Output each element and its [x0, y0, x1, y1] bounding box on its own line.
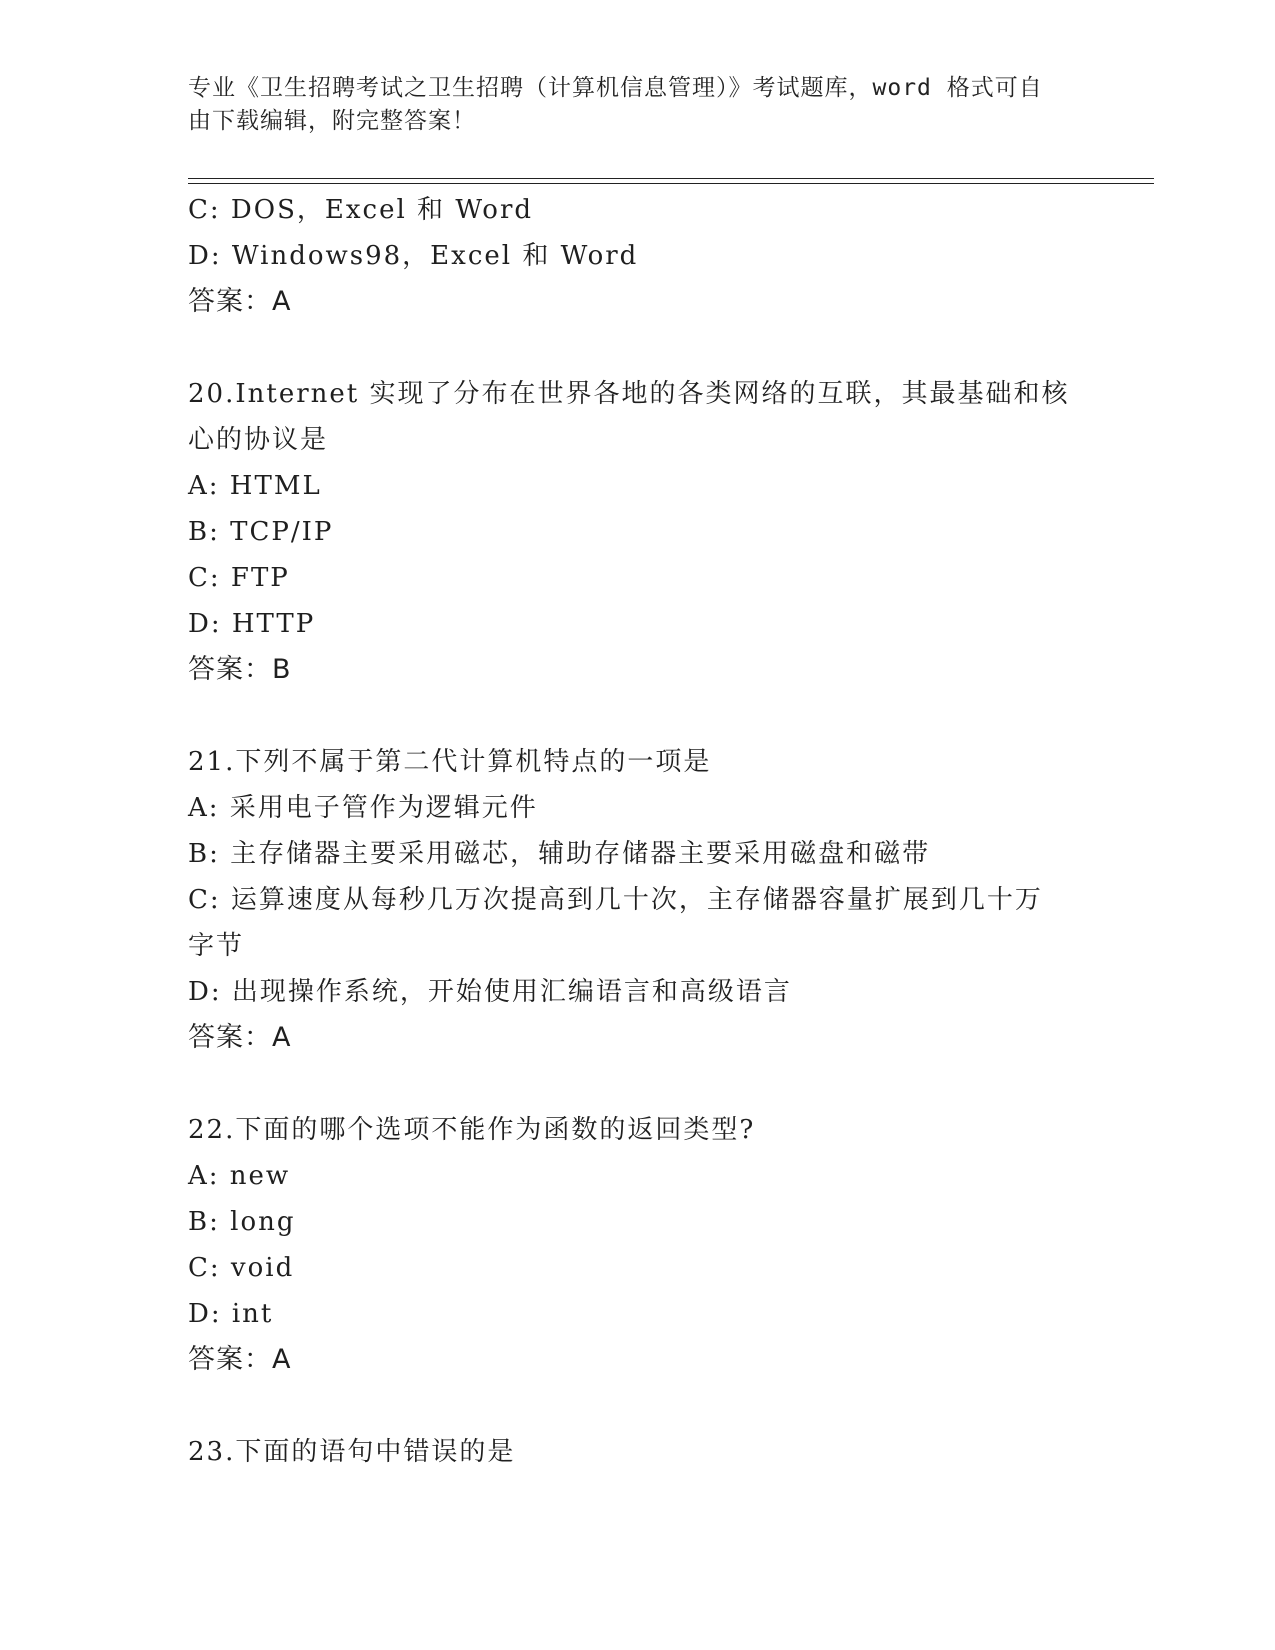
option-a: A: new	[188, 1161, 291, 1191]
answer-line: 答案：A	[188, 1022, 292, 1053]
question-stem: 21.下列不属于第二代计算机特点的一项是	[188, 747, 712, 777]
question-19-continued	[188, 187, 1088, 325]
question-23	[188, 1429, 1088, 1475]
option-a: A: 采用电子管作为逻辑元件	[188, 793, 538, 823]
option-b: B: TCP/IP	[188, 517, 334, 547]
option-a: A: HTML	[188, 471, 322, 501]
header-line-2: 由下载编辑，附完整答案！	[188, 108, 476, 134]
question-21	[188, 739, 1088, 1061]
spacer	[188, 1383, 1088, 1429]
option-c-continued: 字节	[188, 931, 245, 961]
answer-line: 答案：A	[188, 286, 292, 317]
question-list	[188, 187, 1088, 1475]
option-c: C: DOS，Excel 和 Word	[188, 195, 534, 225]
question-22	[188, 1107, 1088, 1383]
question-stem: 22.下面的哪个选项不能作为函数的返回类型?	[188, 1115, 756, 1145]
option-c: C: void	[188, 1253, 295, 1283]
spacer	[188, 693, 1088, 739]
option-b: B: 主存储器主要采用磁芯，辅助存储器主要采用磁盘和磁带	[188, 839, 931, 869]
header-line-1: 专业《卫生招聘考试之卫生招聘（计算机信息管理）》考试题库，word 格式可自	[188, 75, 1043, 101]
question-stem: 20.Internet 实现了分布在世界各地的各类网络的互联，其最基础和核	[188, 379, 1070, 409]
answer-line: 答案：A	[188, 1344, 292, 1375]
answer-line: 答案：B	[188, 654, 292, 685]
question-stem: 23.下面的语句中错误的是	[188, 1437, 516, 1467]
question-20	[188, 371, 1088, 693]
spacer	[188, 1061, 1088, 1107]
header-divider-bottom	[188, 183, 1154, 184]
option-d: D: 出现操作系统，开始使用汇编语言和高级语言	[188, 977, 792, 1007]
option-c: C: FTP	[188, 563, 290, 593]
option-d: D: int	[188, 1299, 274, 1329]
option-c: C: 运算速度从每秒几万次提高到几十次，主存储器容量扩展到几十万	[188, 885, 1043, 915]
option-d: D: Windows98，Excel 和 Word	[188, 241, 639, 271]
question-stem: 心的协议是	[188, 425, 329, 455]
option-b: B: long	[188, 1207, 296, 1237]
document-header	[188, 72, 1068, 138]
spacer	[188, 325, 1088, 371]
option-d: D: HTTP	[188, 609, 316, 639]
header-divider-top	[188, 178, 1154, 179]
